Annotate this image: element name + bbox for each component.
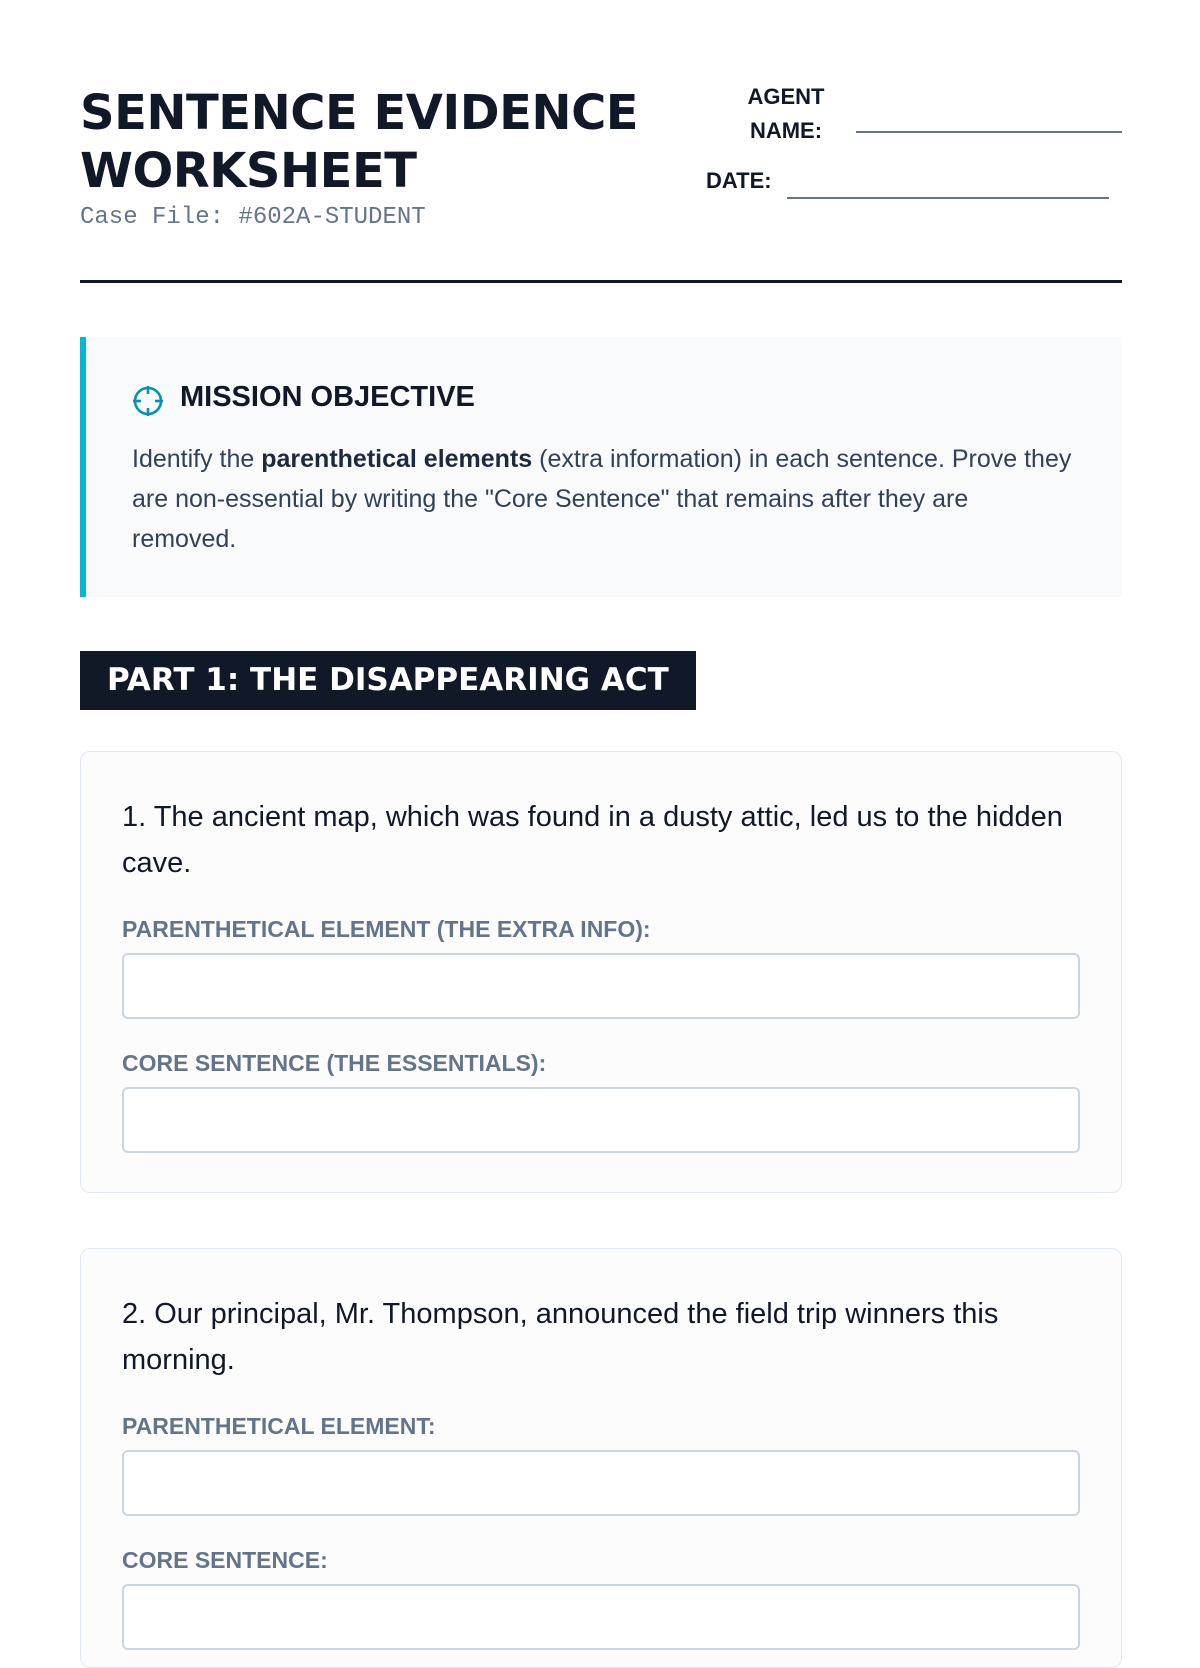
mission-title: MISSION OBJECTIVE: [180, 381, 475, 413]
mission-text-start: Identify the: [132, 445, 262, 473]
date-field[interactable]: [787, 197, 1109, 199]
parenthetical-label-2: PARENTHETICAL ELEMENT:: [122, 1413, 436, 1439]
core-sentence-label-2: CORE SENTENCE:: [122, 1547, 328, 1573]
core-sentence-input-2[interactable]: [122, 1584, 1080, 1650]
case-file-id: Case File: #602A-STUDENT: [80, 204, 426, 231]
question-2-text: 2. Our principal, Mr. Thompson, announced the field trip winners this morning.: [122, 1298, 999, 1376]
agent-label-line-2: NAME:: [749, 118, 823, 143]
question-card-1: [80, 751, 1122, 1193]
parenthetical-input-1[interactable]: [122, 953, 1080, 1019]
agent-name-label: [736, 80, 836, 148]
question-1-text: 1. The ancient map, which was found in a dusty attic, led us to the hidden cave.: [122, 801, 1063, 879]
agent-label-line-1: AGENT: [747, 84, 825, 109]
core-sentence-input-1[interactable]: [122, 1087, 1080, 1153]
mission-text: [132, 439, 1072, 559]
title-line-2: WORKSHEET: [80, 143, 417, 199]
parenthetical-label-1: PARENTHETICAL ELEMENT (THE EXTRA INFO):: [122, 916, 651, 942]
mission-text-bold: parenthetical elements: [261, 445, 533, 473]
question-card-2: [80, 1248, 1122, 1668]
header-divider: [80, 280, 1122, 283]
mission-text-end: (extra information) in each sentence. Prove they are non-essential by writing the "Core Sentence" that remains after they are removed.: [132, 445, 1072, 553]
crosshair-icon: [132, 385, 164, 417]
agent-name-field[interactable]: [856, 131, 1122, 133]
page-title: [80, 84, 680, 200]
part-1-heading: PART 1: THE DISAPPEARING ACT: [80, 651, 696, 710]
worksheet-header: [80, 80, 1122, 282]
parenthetical-input-2[interactable]: [122, 1450, 1080, 1516]
core-sentence-label-1: CORE SENTENCE (THE ESSENTIALS):: [122, 1050, 547, 1076]
mission-objective-panel: [80, 337, 1122, 597]
title-line-1: SENTENCE EVIDENCE: [80, 85, 639, 141]
date-label: DATE:: [706, 168, 772, 193]
